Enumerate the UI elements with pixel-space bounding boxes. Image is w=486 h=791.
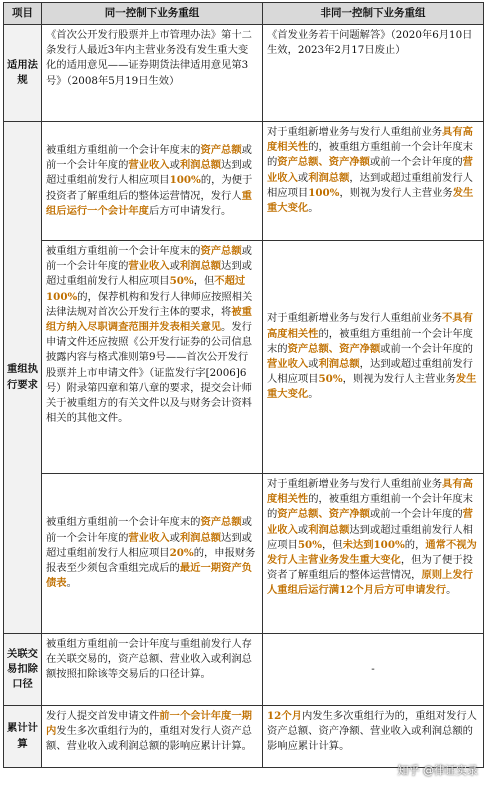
highlight-text: 利润总额 — [179, 260, 222, 273]
body-text: 内发生多次重组行为的，重组对发行人资产总额、资产净额、营业收入或利润总额的影响应累计计算。 — [267, 710, 477, 753]
row-related — [4, 634, 484, 706]
body-text: 的，被重组方重组前一个会计年度末的 — [267, 327, 473, 355]
highlight-text: 营业收入 — [267, 508, 473, 536]
body-text: 或 — [169, 159, 180, 172]
body-text: ，则视为发行人主营业务 — [339, 186, 453, 199]
body-text: 或 — [297, 523, 309, 536]
req1-same — [42, 122, 263, 241]
body-text: 的，保荐机构和发行人律师应按照相关法律法规对首次公开发行主体的要求，将 — [46, 290, 253, 318]
cumulative-same — [42, 706, 263, 768]
body-text: 达到或超过重组前发行人相应项目 — [46, 260, 252, 288]
body-text: 或 — [169, 260, 180, 273]
body-text: 。 — [66, 577, 77, 590]
highlight-text: 重组后运行一个会计年度 — [46, 189, 252, 217]
req3-same — [42, 474, 263, 634]
body-text: ，但 — [193, 275, 215, 288]
highlight-text: 50% — [297, 538, 323, 551]
highlight-text: 利润总额 — [179, 531, 222, 544]
highlight-text: 发生重大变化 — [267, 373, 477, 401]
body-text: 的，被重组方重组前一个会计年度末的 — [267, 141, 473, 169]
body-text: 或前一个会计年度的 — [46, 143, 252, 172]
body-text: 或 — [308, 358, 319, 370]
highlight-text: 营业收入 — [128, 260, 170, 273]
body-text: 对于重组新增业务与发行人重组前业务 — [267, 126, 443, 138]
highlight-text: 发生重大变化 — [267, 186, 474, 215]
highlight-text: 50% — [169, 275, 194, 288]
body-text: 。发行申请文件还应按照《公开发行证券的公司信息披露内容与格式准则第9号——首次公开发行股票并上市申请文件》（证监发行字[2006]6号）附录第四章和第八章的要求，提交会计师关于被重组方的有关文件以及与财务会计资料相关的其他文件。 — [46, 321, 252, 425]
highlight-text: 最近一期资产负债表 — [46, 562, 252, 590]
highlight-text: 被重组方纳入尽职调查范围并发表相关意见 — [46, 305, 252, 334]
highlight-text: 利润总额 — [308, 523, 350, 536]
header-row — [4, 3, 484, 25]
body-text: 达到或超过重组前发行人相应项目 — [267, 523, 473, 551]
header-same-control: 同一控制下业务重组 — [42, 3, 263, 25]
req2-same — [42, 241, 263, 474]
highlight-text: 不超过100% — [46, 275, 246, 303]
related-diff: - — [263, 634, 484, 706]
body-text: 对于重组新增业务与发行人重组前业务 — [267, 312, 443, 325]
highlight-text: 通常不视为发行人主营业务发生重大变化 — [267, 538, 477, 567]
req3-diff — [263, 474, 484, 634]
highlight-text: 营业收入 — [128, 159, 170, 172]
highlight-text: 具有高度相关性 — [267, 126, 473, 154]
body-text: 发生多次重组行为的，重组对发行人资产总额、营业收入或利润总额的影响应累计计算。 — [46, 725, 252, 753]
body-text: 被重组方重组前一个会计年度末的 — [46, 245, 201, 257]
body-text: 的，被重组方重组前一个会计年度末的 — [267, 493, 473, 521]
body-text: 达到或超过重组前发行人相应项目 — [46, 159, 252, 187]
highlight-text: 未达到100% — [342, 538, 405, 551]
body-text: 达到或超过重组前发行人相应项目 — [46, 531, 252, 559]
row-req1 — [4, 122, 484, 241]
body-text: 或前一个会计年度的 — [369, 508, 463, 521]
req1-diff — [263, 122, 484, 241]
label-cumulative: 累计计算 — [4, 706, 42, 768]
highlight-text: 不具有高度相关性 — [267, 312, 473, 340]
body-text: 。 — [308, 202, 319, 215]
highlight-text: 资产总额、资产净额 — [287, 342, 381, 355]
highlight-text: 营业收入 — [128, 531, 170, 544]
header-item: 项目 — [4, 3, 42, 25]
body-text: 或前一个会计年度的 — [369, 156, 463, 169]
highlight-text: 营业收入 — [267, 156, 473, 184]
highlight-text: 利润总额 — [318, 358, 360, 370]
body-text: ，但 — [322, 538, 343, 551]
body-text: 的，为便于投资者了解重组后的整体运营情况，发行人 — [46, 174, 253, 202]
body-text: 被重组方重组前一个会计年度末的 — [46, 143, 201, 156]
highlight-text: 100% — [308, 186, 340, 199]
body-text: ，则视为发行人主营业务 — [342, 373, 456, 386]
body-text: 后方可申请发行。 — [148, 204, 232, 217]
watermark: 知乎 @律证实录 — [397, 764, 478, 777]
highlight-text: 利润总额 — [179, 159, 222, 172]
highlight-text: 前一个会计年度一期内 — [46, 710, 252, 738]
highlight-text: 20% — [169, 546, 194, 559]
highlight-text: 资产总额、资产净额 — [277, 156, 370, 169]
highlight-text: 资产总额、资产净额 — [277, 508, 370, 521]
highlight-text: 原则上发行人重组后运行满12个月后方可申请发行 — [267, 569, 473, 597]
highlight-text: 利润总额 — [308, 171, 350, 184]
cumulative-diff — [263, 706, 484, 768]
label-law: 适用法规 — [4, 25, 42, 122]
highlight-text: 100% — [169, 174, 201, 187]
law-same: 《首次公开发行股票并上市管理办法》第十二条发行人最近3年内主营业务没有发生重大变化的适用意见——证券期货法律适用意见第3号》（2008年5月19日生效） — [42, 25, 263, 122]
body-text: ，达到或超过重组前发行人相应项目 — [267, 171, 473, 199]
body-text: ，但为了便于投资者了解重组后的整体运营情况， — [267, 554, 473, 582]
body-text: 或 — [169, 531, 180, 544]
highlight-text: 具有高度相关性 — [267, 478, 473, 506]
highlight-text: 资产总额 — [200, 245, 242, 257]
label-related: 关联交易扣除口径 — [4, 634, 42, 706]
body-text: 被重组方重组前一个会计年度末的 — [46, 516, 201, 529]
row-cumulative — [4, 706, 484, 768]
row-req3 — [4, 474, 484, 634]
body-text: 或前一个会计年度的 — [380, 342, 473, 355]
highlight-text: 50% — [318, 373, 343, 386]
row-req2 — [4, 241, 484, 474]
body-text: 或前一个会计年度的 — [46, 245, 252, 273]
body-text: 。 — [446, 584, 457, 597]
highlight-text: 12个月 — [267, 710, 302, 722]
body-text: 的，申报财务报表至少须包含重组完成后的 — [46, 546, 256, 575]
row-law — [4, 25, 484, 122]
body-text: ，达到或超过重组前发行人相应项目 — [267, 358, 473, 386]
law-diff: 《首发业务若干问题解答》（2020年6月10日生效，2023年2月17日废止） — [263, 25, 484, 122]
highlight-text: 资产总额 — [200, 143, 242, 156]
body-text: 发行人提交首发申请文件 — [46, 710, 160, 722]
highlight-text: 营业收入 — [267, 358, 309, 370]
related-same: 被重组方重组前一会计年度与重组前发行人存在关联交易的，资产总额、营业收入或利润总额按照扣除该等交易后的口径计算。 — [42, 634, 263, 706]
header-non-same-control: 非同一控制下业务重组 — [263, 3, 484, 25]
req2-diff — [263, 241, 484, 474]
body-text: 对于重组新增业务与发行人重组前业务 — [267, 478, 443, 490]
body-text: 或 — [297, 171, 309, 184]
comparison-table — [3, 2, 484, 768]
body-text: 。 — [308, 388, 319, 401]
label-req: 重组执行要求 — [4, 122, 42, 634]
body-text: 的， — [404, 538, 426, 551]
highlight-text: 资产总额 — [200, 516, 242, 529]
body-text: 或前一个会计年度的 — [46, 516, 252, 544]
